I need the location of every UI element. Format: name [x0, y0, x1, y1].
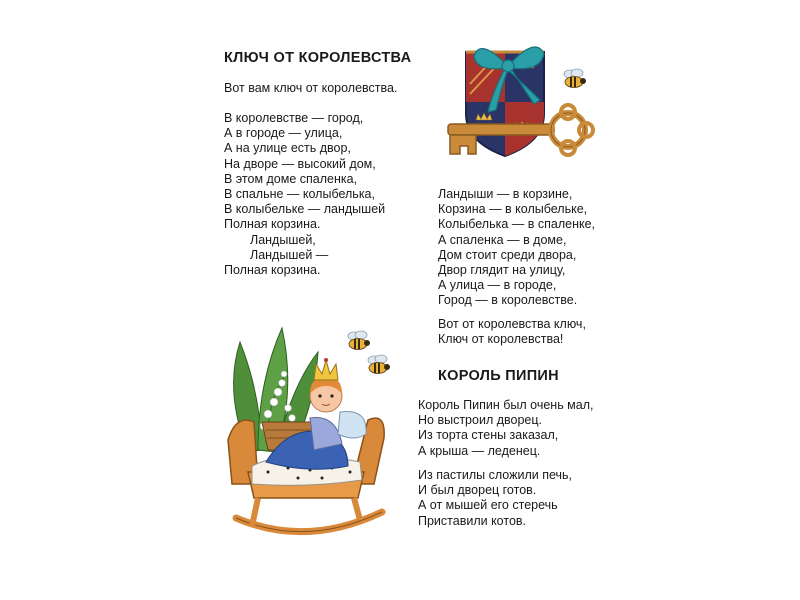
key-crest-illustration [440, 34, 600, 164]
poem-line: Ключ от королевства! [438, 332, 564, 347]
poem-line: Вот от королевства ключ, [438, 317, 586, 331]
poem-title-key: КЛЮЧ ОТ КОРОЛЕВСТВА [224, 50, 412, 66]
poem-stanza [438, 317, 586, 347]
poem-line: Город — в королевстве. [438, 293, 578, 308]
poem-line: Двор глядит на улицу, [438, 263, 566, 278]
poem-line: И был дворец готов. [418, 483, 537, 498]
poem-line: Но выстроил дворец. [418, 413, 542, 428]
poem-line: В колыбельке — ландышей [224, 202, 386, 217]
poem-line: Ландыши — в корзине, [438, 187, 573, 201]
poem-line: Корзина — в колыбельке, [438, 202, 588, 217]
poem-intro [224, 81, 397, 96]
poem-line: Король Пипин был очень мал, [418, 398, 594, 412]
poem-stanza [418, 398, 594, 459]
poem-line: Из пастилы сложили печь, [418, 468, 573, 482]
poem-line: Ландышей, [250, 232, 316, 247]
poem-line: В спальне — колыбелька, [224, 187, 375, 202]
poem-line: Полная корзина. [224, 263, 321, 278]
poem-line: Колыбелька — в спаленке, [438, 217, 596, 232]
poem-line: Вот вам ключ от королевства. [224, 81, 398, 95]
poem-line: Дом стоит среди двора, [438, 247, 577, 262]
poem-stanza [418, 468, 572, 529]
poem-line: А улица — в городе, [438, 278, 557, 293]
poem-stanza [224, 111, 385, 278]
poem-line: Ландышей — [250, 247, 329, 262]
poem-stanza [438, 187, 595, 309]
poem-line: В этом доме спаленка, [224, 171, 358, 186]
bee-icon [560, 68, 590, 92]
king-pipin-illustration [218, 322, 394, 552]
poem-line: Приставили котов. [418, 513, 527, 528]
poem-line: Из торта стены заказал, [418, 428, 559, 443]
poem-title-pipin: КОРОЛЬ ПИПИН [438, 368, 559, 384]
poem-line: А от мышей его стеречь [418, 498, 558, 513]
poem-line: А спаленка — в доме, [438, 232, 567, 247]
poem-line: А крыша — леденец. [418, 443, 541, 458]
poem-line: В королевстве — город, [224, 111, 364, 125]
poem-line: А на улице есть двор, [224, 141, 351, 156]
poem-line: На дворе — высокий дом, [224, 156, 376, 171]
poem-line: Полная корзина. [224, 217, 321, 232]
poem-line: А в городе — улица, [224, 126, 343, 141]
